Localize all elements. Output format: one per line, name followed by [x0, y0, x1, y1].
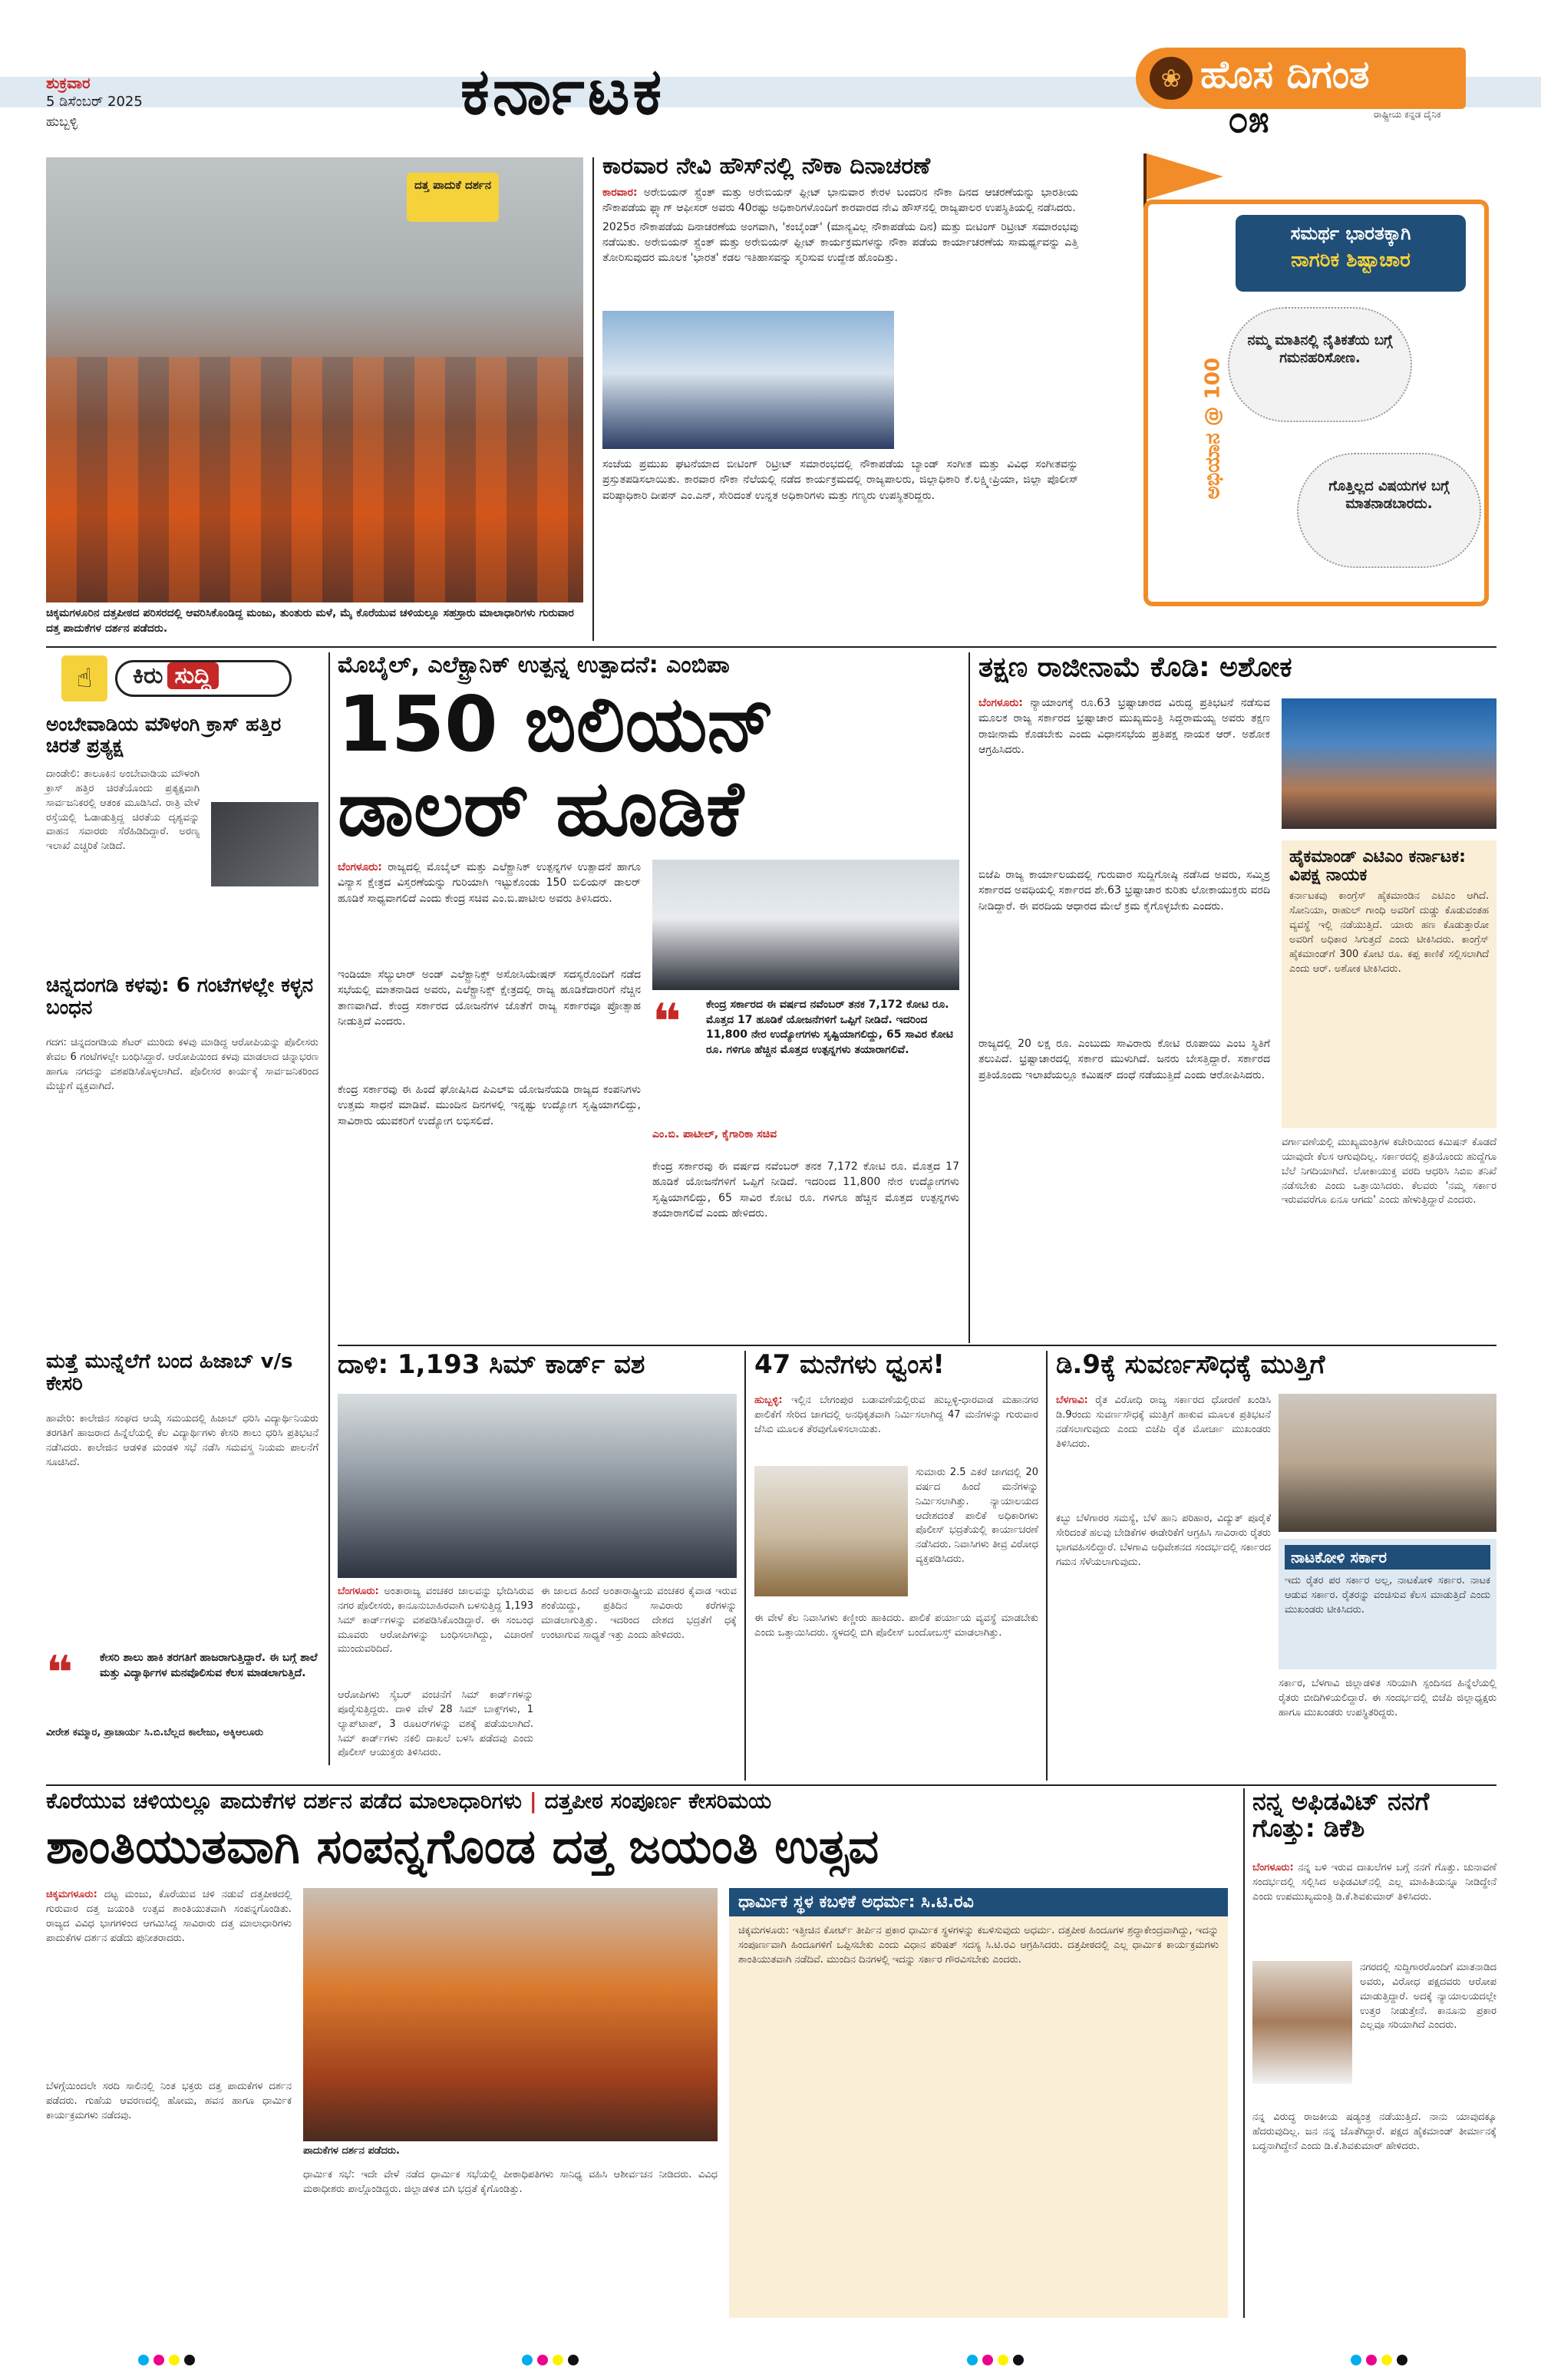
issue-day: ಶುಕ್ರವಾರ	[46, 74, 91, 92]
campaign-title-2: ನಾಗರಿಕ ಶಿಷ್ಟಾಚಾರ	[1291, 249, 1411, 272]
navy-para-2: 2025ರ ನೌಕಾಪಡೆಯ ದಿನಾಚರಣೆಯ ಅಂಗವಾಗಿ, 'ಕಂಬೈಂಡ್' (ಮಾನ್ಯವಿಲ್ಲ ನೌಕಾಪಡೆಯ ದಿನ) ಮತ್ತು ಬೀಟಿಂಗ್ ರಿಟ್ರೀಟ್ ಸಮಾರಂಭವು ನಡೆಯಿತು. ಅರೇಬಿಯನ್ ಸ್ಟ್ರೆಂತ್ ಮತ್ತು ಅರೇಬಿಯನ್ ಫ್ಲೀಟ್ ಕಾರ್ಯಕ್ರಮಗಳನ್ನು ನೌಕಾ ಪಡೆಯ ಕಾರ್ಯಾಚರಣೆಯ ಸಾಮರ್ಥ್ಯವನ್ನು ಎತ್ತಿ ತೋರಿಸುವುದರ ಮೂಲಕ 'ಭಾರತ' ಕಡಲ ಇತಿಹಾಸವನ್ನು ಸ್ಮರಿಸುವ ಉದ್ದೇಶ ಹೊಂದಿತ್ತು.	[602, 220, 1078, 265]
lead-story	[338, 652, 959, 1343]
dks-para-2: ನಗರದಲ್ಲಿ ಸುದ್ದಿಗಾರರೊಂದಿಗೆ ಮಾತನಾಡಿದ ಅವರು, ವಿರೋಧ ಪಕ್ಷದವರು ಆರೋಪ ಮಾಡುತ್ತಿದ್ದಾರೆ. ಅದಕ್ಕೆ ನ್ಯಾಯಾಲಯದಲ್ಲೇ ಉತ್ತರ ನೀಡುತ್ತೇನೆ. ಕಾನೂನು ಪ್ರಕಾರ ಎಲ್ಲವೂ ಸರಿಯಾಗಿದೆ ಎಂದರು.	[1360, 1962, 1496, 2032]
suvarna-box-text: ಇದು ರೈತರ ಪರ ಸರ್ಕಾರ ಅಲ್ಲ, ನಾಟಕೋಳಿ ಸರ್ಕಾರ. ನಾಟಕ ಆಡುವ ಸರ್ಕಾರ. ರೈತರನ್ನು ವಂಚಿಸುವ ಕೆಲಸ ಮಾಡುತ್ತಿದೆ ಎಂದು ಮುಖಂಡರು ಟೀಕಿಸಿದರು.	[1285, 1575, 1490, 1616]
resign-story	[978, 652, 1496, 1343]
horizontal-rule	[46, 1784, 1496, 1786]
datta-kicker	[46, 1788, 1236, 1814]
masthead	[0, 0, 1541, 146]
houses-para-3: ಈ ವೇಳೆ ಕೆಲ ನಿವಾಸಿಗಳು ಕಣ್ಣೀರು ಹಾಕಿದರು. ಪಾಲಿಕೆ ಪರ್ಯಾಯ ವ್ಯವಸ್ಥೆ ಮಾಡಬೇಕು ಎಂದು ಒತ್ತಾಯಿಸಿದರು. ಸ್ಥಳದಲ್ಲಿ ಬಿಗಿ ಪೊಲೀಸ್ ಬಂದೋಬಸ್ತ್ ಮಾಡಲಾಗಿತ್ತು.	[754, 1613, 1038, 1639]
column-rule	[592, 157, 594, 641]
hc-box	[1282, 840, 1496, 1128]
speech-bubble-2	[1297, 453, 1481, 568]
resign-photo	[1282, 698, 1496, 829]
column-rule	[744, 1351, 746, 1781]
navy-headline: ಕಾರವಾರ ನೇವಿ ಹೌಸ್‌ನಲ್ಲಿ ನೌಕಾ ದಿನಾಚರಣೆ	[602, 153, 931, 180]
kiru-para-2: ಗದಗ: ಚಿನ್ನದಂಗಡಿಯ ಶೆಟರ್ ಮುರಿದು ಕಳವು ಮಾಡಿದ್ದ ಆರೋಪಿಯನ್ನು ಪೊಲೀಸರು ಕೇವಲ 6 ಗಂಟೆಗಳಲ್ಲೇ ಬಂಧಿಸಿದ್ದಾರೆ. ಆರೋಪಿಯಿಂದ ಕಳವು ಮಾಡಲಾದ ಚಿನ್ನಾಭರಣ ಹಾಗೂ ನಗದನ್ನು ವಶಪಡಿಸಿಕೊಳ್ಳಲಾಗಿದೆ. ಪೊಲೀಸರ ಕಾರ್ಯಕ್ಕೆ ಸಾರ್ವಜನಿಕರಿಂದ ಮೆಚ್ಚುಗೆ ವ್ಯಕ್ತವಾಗಿದೆ.	[46, 1037, 318, 1092]
section-title	[460, 54, 783, 146]
lead-para-3: ಕೇಂದ್ರ ಸರ್ಕಾರವು ಈ ಹಿಂದೆ ಘೋಷಿಸಿದ ಪಿಎಲ್‌ಐ ಯೋಜನೆಯಡಿ ರಾಜ್ಯದ ಕಂಪನಿಗಳು ಉತ್ತಮ ಸಾಧನೆ ಮಾಡಿವೆ. ಮುಂದಿನ ದಿನಗಳಲ್ಲಿ ಇನ್ನಷ್ಟು ಉದ್ಯೋಗ ಸೃಷ್ಟಿಯಾಗಲಿದ್ದು, ಸಾವಿರಾರು ಯುವಕರಿಗೆ ಉದ್ಯೋಗ ಲಭಿಸಲಿದೆ.	[338, 1084, 641, 1127]
hc-para-1: ಕರ್ನಾಟಕವು ಕಾಂಗ್ರೆಸ್ ಹೈಕಮಾಂಡಿನ ಎಟಿಎಂ ಆಗಿದೆ. ಸೋನಿಯಾ, ರಾಹುಲ್ ಗಾಂಧಿ ಅವರಿಗೆ ದುಡ್ಡು ಕೊಡುವಂತಹ ವ್ಯವಸ್ಥೆ ಇಲ್ಲಿ ನಡೆಯುತ್ತಿದೆ. ಯಾರು ಹಣ ಕೊಡುತ್ತಾರೋ ಅವರಿಗೆ ಅಧಿಕಾರ ಸಿಗುತ್ತದೆ ಎಂದು ಟೀಕಿಸಿದರು. ಕಾಂಗ್ರೆಸ್ ಹೈಕಮಾಂಡ್‌ಗೆ 300 ಕೋಟಿ ರೂ. ಕಪ್ಪ ಕಾಣಿಕೆ ಸಲ್ಲಿಸಲಾಗಿದೆ ಎಂದು ಆರ್. ಅಶೋಕ ಟೀಕಿಸಿದರು.	[1289, 890, 1489, 975]
lead-headline-1: 150 ಬಿಲಿಯನ್	[338, 679, 775, 769]
suvarna-para-3: ಸರ್ಕಾರ, ಬೆಳಗಾವಿ ಜಿಲ್ಲಾಡಳಿತ ಸರಿಯಾಗಿ ಸ್ಪಂದಿಸದ ಹಿನ್ನೆಲೆಯಲ್ಲಿ ರೈತರು ಬೀದಿಗಿಳಿಯಲಿದ್ದಾರೆ. ಈ ಸಂದರ್ಭದಲ್ಲಿ ಬಿಜೆಪಿ ಜಿಲ್ಲಾಧ್ಯಕ್ಷರು ಹಾಗೂ ಮುಖಂಡರು ಉಪಸ್ಥಿತರಿದ್ದರು.	[1279, 1678, 1496, 1718]
suvarna-box-title: ನಾಟಕೋಳಿ ಸರ್ಕಾರ	[1285, 1545, 1490, 1570]
houses-photo	[754, 1466, 908, 1596]
lotus-emblem-icon: ❀	[1150, 57, 1193, 100]
campaign-panel	[1136, 153, 1496, 614]
kiru-logo-a: ಕಿರು	[133, 662, 163, 689]
quote-mark-icon: ❝	[46, 1646, 74, 1700]
lead-dateline: ಬೆಂಗಳೂರು:	[338, 861, 382, 873]
navy-para-1-text: ಅರೇಬಿಯನ್ ಸ್ಟ್ರೆಂತ್ ಮತ್ತು ಅರೇಬಿಯನ್ ಫ್ಲೀಟ್ ಭಾನುವಾರ ಕೇರಳ ಬಂದರಿನ ನೌಕಾ ದಿನದ ಆಚರಣೆಯನ್ನು ಭಾರತೀಯ ನೌಕಾಪಡೆಯ ಫ್ಲ್ಯಾಗ್ ಆಫೀಸರ್ ಅವರು 40ರಷ್ಟು ಅಧಿಕಾರಿಗಳೊಂದಿಗೆ ಕಾರವಾರದ ನೇವಿ ಹೌಸ್‌ನಲ್ಲಿ ರಾಜ್ಯಪಾಲರ ಉಪಸ್ಥಿತಿಯಲ್ಲಿ ನಡೆಸಿದರು.	[602, 187, 1078, 215]
lead-kicker: ಮೊಬೈಲ್, ಎಲೆಕ್ಟ್ರಾನಿಕ್ ಉತ್ಪನ್ನ ಉತ್ಪಾದನೆ: ಎಂಬಿಪಾ	[338, 652, 730, 678]
sim-photo	[338, 1394, 737, 1578]
dks-story	[1252, 1788, 1496, 2326]
navy-para-1	[602, 185, 1078, 216]
datta-para-2: ಬೆಳಗ್ಗೆಯಿಂದಲೇ ಸರದಿ ಸಾಲಿನಲ್ಲಿ ನಿಂತ ಭಕ್ತರು ದತ್ತ ಪಾದುಕೆಗಳ ದರ್ಶನ ಪಡೆದರು. ಗುಹೆಯ ಆವರಣದಲ್ಲಿ ಹೋಮ, ಹವನ ಹಾಗೂ ಧಾರ್ಮಿಕ ಕಾರ್ಯಕ್ರಮಗಳು ನಡೆದವು.	[46, 2081, 292, 2121]
section-name: ಕರ್ನಾಟಕ	[460, 54, 665, 129]
hc-headline: ಹೈಕಮಾಂಡ್ ಎಟಿಎಂ ಕರ್ನಾಟಕ: ವಿಪಕ್ಷ ನಾಯಕ	[1289, 847, 1466, 886]
dks-photo	[1252, 1961, 1352, 2084]
campaign-banner	[1236, 215, 1466, 292]
bubble-2-text: ಗೊತ್ತಿಲ್ಲದ ವಿಷಯಗಳ ಬಗ್ಗೆ ಮಾತನಾಡಬಾರದು.	[1328, 478, 1450, 513]
lead-photo	[652, 860, 959, 990]
kiru-headline-1: ಅಂಬೇವಾಡಿಯ ಮೌಳಂಗಿ ಕ್ರಾಸ್ ಹತ್ತಿರ ಚಿರತೆ ಪ್ರತ್ಯಕ್ಷ	[46, 713, 282, 757]
suvarna-box	[1279, 1539, 1496, 1669]
houses-story	[754, 1351, 1038, 1781]
registration-marks	[0, 2349, 1541, 2372]
navy-para-3: ಸಂಜೆಯ ಪ್ರಮುಖ ಘಟನೆಯಾದ ಬೀಟಿಂಗ್ ರಿಟ್ರೀಟ್ ಸಮಾರಂಭದಲ್ಲಿ ನೌಕಾಪಡೆಯ ಬ್ಯಾಂಡ್ ಸಂಗೀತ ಮತ್ತು ವಿವಿಧ ಸಂಗೀತವನ್ನು ಪ್ರಸ್ತುತಪಡಿಸಲಾಯಿತು. ಕಾರವಾರ ನೌಕಾ ನೆಲೆಯಲ್ಲಿ ನಡೆದ ಕಾರ್ಯಕ್ರಮದಲ್ಲಿ ರಾಜ್ಯಪಾಲರು, ಜಿಲ್ಲಾಧಿಕಾರಿ ಕೆ.ಲಕ್ಷ್ಮೀಪ್ರಿಯಾ, ಜಿಲ್ಲಾ ಪೊಲೀಸ್ ವರಿಷ್ಠಾಧಿಕಾರಿ ದೀಪನ್ ಎಂ.ಎನ್, ಸೇರಿದಂತೆ ಉನ್ನತ ಅಧಿಕಾರಿಗಳು ಮತ್ತು ಗಣ್ಯರು ಉಪಸ್ಥಿತರಿದ್ದರು.	[602, 458, 1078, 502]
datta-headline: ಶಾಂತಿಯುತವಾಗಿ ಸಂಪನ್ನಗೊಂಡ ದತ್ತ ಜಯಂತಿ ಉತ್ಸವ	[46, 1818, 879, 1874]
datta-para-3: ಧಾರ್ಮಿಕ ಸಭೆ: ಇದೇ ವೇಳೆ ನಡೆದ ಧಾರ್ಮಿಕ ಸಭೆಯಲ್ಲಿ ಪೀಠಾಧಿಪತಿಗಳು ಸಾನಿಧ್ಯ ವಹಿಸಿ ಆಶೀರ್ವಚನ ನೀಡಿದರು. ವಿವಿಧ ಮಠಾಧೀಶರು ಪಾಲ್ಗೊಂಡಿದ್ದರು. ಜಿಲ್ಲಾಡಳಿತ ಬಿಗಿ ಭದ್ರತೆ ಕೈಗೊಂಡಿತ್ತು.	[303, 2169, 718, 2195]
kiru-headline-2: ಚಿನ್ನದಂಗಡಿ ಕಳವು: 6 ಗಂಟೆಗಳಲ್ಲೇ ಕಳ್ಳನ ಬಂಧನ	[46, 974, 314, 1019]
sim-para-1	[338, 1585, 533, 1657]
speech-bubble-1	[1228, 307, 1412, 422]
datta-kicker-b: ದತ್ತಪೀಠ ಸಂಪೂರ್ಣ ಕೇಸರಿಮಯ	[544, 1788, 772, 1814]
datta-para-1	[46, 1888, 292, 1946]
issue-date: 5 ಡಿಸೆಂಬರ್ 2025	[46, 94, 143, 110]
paper-logo	[1136, 48, 1466, 109]
datta-caption: ಪಾದುಕೆಗಳ ದರ್ಶನ ಪಡೆದರು.	[303, 2145, 400, 2157]
datta-story	[46, 1788, 1236, 2326]
sim-para-1-text: ಅಂತಾರಾಜ್ಯ ವಂಚಕರ ಜಾಲವನ್ನು ಭೇದಿಸಿರುವ ನಗರ ಪೊಲೀಸರು, ಕಾನೂನುಬಾಹಿರವಾಗಿ ಬಳಸುತ್ತಿದ್ದ 1,193 ಸಿಮ್ ಕಾರ್ಡ್‌ಗಳನ್ನು ವಶಪಡಿಸಿಕೊಂಡಿದ್ದಾರೆ. ಈ ಸಂಬಂಧ ಮೂವರು ಆರೋಪಿಗಳನ್ನು ಬಂಧಿಸಲಾಗಿದ್ದು, ವಿಚಾರಣೆ ಮುಂದುವರಿದಿದೆ.	[338, 1586, 533, 1655]
suvarna-para-2: ಕಬ್ಬು ಬೆಳೆಗಾರರ ಸಮಸ್ಯೆ, ಬೆಳೆ ಹಾನಿ ಪರಿಹಾರ, ವಿದ್ಯುತ್ ಪೂರೈಕೆ ಸೇರಿದಂತೆ ಹಲವು ಬೇಡಿಕೆಗಳ ಈಡೇರಿಕೆಗೆ ಆಗ್ರಹಿಸಿ ಸಾವಿರಾರು ರೈತರು ಭಾಗವಹಿಸಲಿದ್ದಾರೆ. ಬೆಳಗಾವಿ ಅಧಿವೇಶನದ ಸಂದರ್ಭದಲ್ಲಿ ಸರ್ಕಾರದ ಗಮನ ಸೆಳೆಯಲಾಗುವುದು.	[1056, 1513, 1271, 1568]
suvarna-story	[1056, 1351, 1496, 1781]
resign-headline: ತಕ್ಷಣ ರಾಜೀನಾಮೆ ಕೊಡಿ: ಅಶೋಕ	[978, 652, 1292, 683]
datta-photo	[303, 1888, 718, 2141]
lead-quote: ಕೇಂದ್ರ ಸರ್ಕಾರದ ಈ ವರ್ಷದ ನವೆಂಬರ್ ತನಕ 7,172 ಕೋಟಿ ರೂ. ಮೊತ್ತದ 17 ಹೂಡಿಕೆ ಯೋಜನೆಗಳಿಗೆ ಒಪ್ಪಿಗೆ ನೀಡಿದೆ. ಇದರಿಂದ 11,800 ನೇರ ಉದ್ಯೋಗಗಳು ಸೃಷ್ಟಿಯಾಗಲಿದ್ದು, 65 ಸಾವಿರ ಕೋಟಿ ರೂ. ಗಳಿಗೂ ಹೆಚ್ಚಿನ ಮೊತ್ತದ ಉತ್ಪನ್ನಗಳು ತಯಾರಾಗಲಿವೆ.	[706, 999, 953, 1056]
ct-ravi-box-text: ಚಿಕ್ಕಮಗಳೂರು: ಇತ್ತೀಚಿನ ಕೋರ್ಟ್ ತೀರ್ಪಿನ ಪ್ರಕಾರ ಧಾರ್ಮಿಕ ಸ್ಥಳಗಳನ್ನು ಕಬಳಿಸುವುದು ಅಧರ್ಮ. ದತ್ತಪೀಠ ಹಿಂದೂಗಳ ಶ್ರದ್ಧಾಕೇಂದ್ರವಾಗಿದ್ದು, ಇದನ್ನು ಸಂಪೂರ್ಣವಾಗಿ ಹಿಂದೂಗಳಿಗೆ ಒಪ್ಪಿಸಬೇಕು ಎಂದು ವಿಧಾನ ಪರಿಷತ್ ಸದಸ್ಯ ಸಿ.ಟಿ.ರವಿ ಆಗ್ರಹಿಸಿದರು. ದತ್ತಪೀಠದಲ್ಲಿ ಎಲ್ಲ ಧಾರ್ಮಿಕ ಕಾರ್ಯಕ್ರಮಗಳು ಶಾಂತಿಯುತವಾಗಿ ನಡೆದಿವೆ. ಮುಂದಿನ ದಿನಗಳಲ್ಲಿ ಇದನ್ನು ಸರ್ಕಾರ ಗೌರವಿಸಬೇಕು ಎಂದರು.	[738, 1925, 1219, 1966]
dks-para-3: ನನ್ನ ವಿರುದ್ಧ ರಾಜಕೀಯ ಷಡ್ಯಂತ್ರ ನಡೆಯುತ್ತಿದೆ. ನಾನು ಯಾವುದಕ್ಕೂ ಹೆದರುವುದಿಲ್ಲ. ಜನ ನನ್ನ ಜೊತೆಗಿದ್ದಾರೆ. ಪಕ್ಷದ ಹೈಕಮಾಂಡ್ ತೀರ್ಮಾನಕ್ಕೆ ಬದ್ಧನಾಗಿದ್ದೇನೆ ಎಂದು ಡಿ.ಕೆ.ಶಿವಕುಮಾರ್ ಹೇಳಿದರು.	[1252, 2111, 1496, 2152]
kiru-column	[46, 652, 318, 1773]
kiru-logo-box	[115, 660, 292, 697]
navy-story	[602, 153, 1078, 645]
kiru-logo	[61, 652, 299, 706]
sim-para-2: ಆರೋಪಿಗಳು ಸೈಬರ್ ವಂಚನೆಗೆ ಸಿಮ್ ಕಾರ್ಡ್‌ಗಳನ್ನು ಪೂರೈಸುತ್ತಿದ್ದರು. ದಾಳಿ ವೇಳೆ 28 ಸಿಮ್ ಬಾಕ್ಸ್‌ಗಳು, 1 ಲ್ಯಾಪ್‌ಟಾಪ್, 3 ರೂಟರ್‌ಗಳನ್ನು ವಶಕ್ಕೆ ಪಡೆಯಲಾಗಿದೆ. ಸಿಮ್ ಕಾರ್ಡ್‌ಗಳು ನಕಲಿ ದಾಖಲೆ ಬಳಸಿ ಪಡೆದವು ಎಂದು ಪೊಲೀಸ್ ಆಯುಕ್ತರು ತಿಳಿಸಿದರು.	[338, 1689, 533, 1759]
photo-crowd-overlay	[46, 357, 583, 602]
suvarna-dateline: ಬೆಳಗಾವಿ:	[1056, 1395, 1088, 1406]
hc-para-2: ವರ್ಗಾವಣೆಯಲ್ಲಿ ಮುಖ್ಯಮಂತ್ರಿಗಳ ಕಚೇರಿಯಿಂದ ಕಮಿಷನ್ ಕೊಡದೆ ಯಾವುದೇ ಕೆಲಸ ಆಗುವುದಿಲ್ಲ. ಸರ್ಕಾರದಲ್ಲಿ ಪ್ರತಿಯೊಂದು ಹುದ್ದೆಗೂ ಬೆಲೆ ನಿಗದಿಯಾಗಿದೆ. ಲೋಕಾಯುಕ್ತ ವರದಿ ಆಧರಿಸಿ ಸಿಬಿಐ ತನಿಖೆ ನಡೆಸಬೇಕು ಎಂದು ಒತ್ತಾಯಿಸಿದರು. ಕೆಲವರು 'ನಮ್ಮ ಸರ್ಕಾರ ಇರುವವರೆಗೂ ಏನೂ ಆಗದು' ಎಂದು ಹೇಳುತ್ತಿದ್ದಾರೆ ಎಂದರು.	[1282, 1137, 1496, 1207]
navy-photo	[602, 311, 894, 449]
ct-ravi-box-title: ಧಾರ್ಮಿಕ ಸ್ಥಳ ಕಬಳಿಕೆ ಅಧರ್ಮ: ಸಿ.ಟಿ.ರವಿ	[729, 1888, 1228, 1916]
lead-quote-by: ಎಂ.ಬಿ. ಪಾಟೀಲ್, ಕೈಗಾರಿಕಾ ಸಚಿವ	[652, 1128, 777, 1140]
column-rule	[328, 652, 330, 1765]
dks-headline: ನನ್ನ ಅಫಿಡವಿಟ್ ನನಗೆ ಗೊತ್ತು: ಡಿಕೆಶಿ	[1252, 1787, 1430, 1844]
bubble-1-text: ನಮ್ಮ ಮಾತಿನಲ್ಲಿ ನೈತಿಕತೆಯ ಬಗ್ಗೆ ಗಮನಹರಿಸೋಣ.	[1247, 332, 1393, 367]
lead-para-4: ಕೇಂದ್ರ ಸರ್ಕಾರವು ಈ ವರ್ಷದ ನವೆಂಬರ್ ತನಕ 7,172 ಕೋಟಿ ರೂ. ಮೊತ್ತದ 17 ಹೂಡಿಕೆ ಯೋಜನೆಗಳಿಗೆ ಒಪ್ಪಿಗೆ ನೀಡಿದೆ. ಇದರಿಂದ 11,800 ನೇರ ಉದ್ಯೋಗಗಳು ಸೃಷ್ಟಿಯಾಗಲಿದ್ದು, 65 ಸಾವಿರ ಕೋಟಿ ರೂ. ಗಳಿಗೂ ಹೆಚ್ಚಿನ ಮೊತ್ತದ ಉತ್ಪನ್ನಗಳು ತಯಾರಾಗಲಿವೆ ಎಂದು ಹೇಳಿದರು.	[652, 1160, 959, 1220]
houses-para-1	[754, 1394, 1038, 1438]
paper-name: ಹೊಸ ದಿಗಂತ	[1200, 52, 1370, 97]
datta-para-1-text: ದಟ್ಟ ಮಂಜು, ಕೊರೆಯುವ ಚಳಿ ನಡುವೆ ದತ್ತಪೀಠದಲ್ಲಿ ಗುರುವಾರ ದತ್ತ ಜಯಂತಿ ಉತ್ಸವ ಶಾಂತಿಯುತವಾಗಿ ಸಂಪನ್ನಗೊಂಡಿತು. ರಾಜ್ಯದ ವಿವಿಧ ಭಾಗಗಳಿಂದ ಆಗಮಿಸಿದ್ದ ಸಾವಿರಾರು ದತ್ತ ಮಾಲಾಧಾರಿಗಳು ಪಾದುಕೆಗಳ ದರ್ಶನ ಪಡೆದು ಪುನೀತರಾದರು.	[46, 1889, 292, 1944]
dattapeetha-caption: ಚಿಕ್ಕಮಗಳೂರಿನ ದತ್ತಪೀಠದ ಪರಿಸರದಲ್ಲಿ ಆವರಿಸಿಕೊಂಡಿದ್ದ ಮಂಜು, ತುಂತುರು ಮಳೆ, ಮೈ ಕೊರೆಯುವ ಚಳಿಯಲ್ಲೂ ಸಹಸ್ರಾರು ಮಾಲಾಧಾರಿಗಳು ಗುರುವಾರ ದತ್ತ ಪಾದುಕೆಗಳ ದರ್ಶನ ಪಡೆದರು.	[46, 607, 574, 635]
resign-para-1	[978, 695, 1270, 758]
suvarna-para-1	[1056, 1394, 1271, 1451]
kiru-para-1: ದಾಂಡೇಲಿ: ತಾಲೂಕಿನ ಅಂಬೇವಾಡಿಯ ಮೌಳಂಗಿ ಕ್ರಾಸ್ ಹತ್ತಿರ ಚಿರತೆಯೊಂದು ಪ್ರತ್ಯಕ್ಷವಾಗಿ ಸಾರ್ವಜನಿಕರಲ್ಲಿ ಆತಂಕ ಮೂಡಿಸಿದೆ. ರಾತ್ರಿ ವೇಳೆ ರಸ್ತೆಯಲ್ಲಿ ಓಡಾಡುತ್ತಿದ್ದ ಚಿರತೆಯ ದೃಶ್ಯವನ್ನು ವಾಹನ ಸವಾರರು ಸೆರೆಹಿಡಿದಿದ್ದಾರೆ. ಅರಣ್ಯ ಇಲಾಖೆ ಎಚ್ಚರಿಕೆ ನೀಡಿದೆ.	[46, 768, 200, 853]
dks-para-1	[1252, 1861, 1496, 1905]
photo-tag-text: ದತ್ತ ಪಾದುಕೆ ದರ್ಶನ	[414, 178, 492, 192]
dks-para-1-text: ನನ್ನ ಬಳಿ ಇರುವ ದಾಖಲೆಗಳ ಬಗ್ಗೆ ನನಗೆ ಗೊತ್ತು. ಚುನಾವಣೆ ಸಂದರ್ಭದಲ್ಲಿ ಸಲ್ಲಿಸಿದ ಅಫಿಡವಿಟ್‌ನಲ್ಲಿ ಎಲ್ಲ ಮಾಹಿತಿಯನ್ನೂ ನೀಡಿದ್ದೇನೆ ಎಂದು ಉಪಮುಖ್ಯಮಂತ್ರಿ ಡಿ.ಕೆ.ಶಿವಕುಮಾರ್ ತಿಳಿಸಿದರು.	[1252, 1862, 1496, 1903]
sim-headline: ದಾಳಿ: 1,193 ಸಿಮ್ ಕಾರ್ಡ್ ವಶ	[338, 1349, 645, 1380]
sim-dateline: ಬೆಂಗಳೂರು:	[338, 1586, 379, 1597]
campaign-side-label: ಅಭಿಯಾನ @ 100	[1201, 358, 1225, 500]
edition-city: ಹುಬ್ಬಳ್ಳಿ	[46, 114, 78, 130]
lead-para-1	[338, 860, 641, 906]
kiru-para-3: ಹಾವೇರಿ: ಕಾಲೇಜಿನ ಸಂಘದ ಆಯ್ಕೆ ಸಮಯದಲ್ಲಿ ಹಿಜಾಬ್ ಧರಿಸಿ ವಿದ್ಯಾರ್ಥಿನಿಯರು ತರಗತಿಗೆ ಹಾಜರಾದ ಹಿನ್ನೆಲೆಯಲ್ಲಿ ಕೆಲ ವಿದ್ಯಾರ್ಥಿಗಳು ಕೇಸರಿ ಶಾಲು ಧರಿಸಿ ಪ್ರತಿಭಟನೆ ನಡೆಸಿದರು. ಕಾಲೇಜಿನ ಆಡಳಿತ ಮಂಡಳಿ ಸಭೆ ನಡೆಸಿ ಸಮವಸ್ತ್ರ ನಿಯಮ ಪಾಲನೆಗೆ ಸೂಚಿಸಿದೆ.	[46, 1413, 318, 1468]
houses-para-1-text: ಇಲ್ಲಿನ ಬೇಗಂಪುರ ಬಡಾವಣೆಯಲ್ಲಿರುವ ಹುಬ್ಬಳ್ಳಿ-ಧಾರವಾಡ ಮಹಾನಗರ ಪಾಲಿಕೆಗೆ ಸೇರಿದ ಜಾಗದಲ್ಲಿ ಅನಧಿಕೃತವಾಗಿ ನಿರ್ಮಿಸಲಾಗಿದ್ದ 47 ಮನೆಗಳನ್ನು ಗುರುವಾರ ಜೆಸಿಬಿ ಮೂಲಕ ತೆರವುಗೊಳಿಸಲಾಯಿತು.	[754, 1395, 1038, 1435]
column-rule	[968, 652, 970, 1343]
resign-para-1-text: ನ್ಯಾಯಾಂಗಕ್ಕೆ ರೂ.63 ಭ್ರಷ್ಟಾಚಾರದ ವಿರುದ್ಧ ಪ್ರತಿಭಟನೆ ನಡೆಸುವ ಮೂಲಕ ರಾಜ್ಯ ಸರ್ಕಾರದ ಭ್ರಷ್ಟಾಚಾರ ಮುಖ್ಯಮಂತ್ರಿ ಸಿದ್ದರಾಮಯ್ಯ ಅವರು ತಕ್ಷಣ ರಾಜೀನಾಮೆ ಕೊಡಬೇಕು ಎಂದು ವಿಧಾನಸಭೆಯ ಪ್ರತಿಪಕ್ಷ ನಾಯಕ ಆರ್. ಅಶೋಕ ಆಗ್ರಹಿಸಿದರು.	[978, 697, 1270, 756]
column-rule	[1243, 1788, 1245, 2318]
suvarna-headline: ಡಿ.9ಕ್ಕೆ ಸುವರ್ಣಸೌಧಕ್ಕೆ ಮುತ್ತಿಗೆ	[1056, 1349, 1325, 1380]
resign-para-2: ಬಿಜೆಪಿ ರಾಜ್ಯ ಕಾರ್ಯಾಲಯದಲ್ಲಿ ಗುರುವಾರ ಸುದ್ದಿಗೋಷ್ಠಿ ನಡೆಸಿದ ಅವರು, ಸಮ್ಮಿಶ್ರ ಸರ್ಕಾರದ ಅವಧಿಯಲ್ಲಿ ಸರ್ಕಾರದ ಶೇ.63 ಭ್ರಷ್ಟಾಚಾರ ಕುರಿತು ಲೋಕಾಯುಕ್ತರು ವರದಿ ನೀಡಿದ್ದಾರೆ. ಈ ವರದಿಯ ಆಧಾರದ ಮೇಲೆ ಕ್ರಮ ಕೈಗೊಳ್ಳಬೇಕು ಎಂದರು.	[978, 869, 1270, 913]
lead-para-1-text: ರಾಜ್ಯದಲ್ಲಿ ಮೊಬೈಲ್ ಮತ್ತು ಎಲೆಕ್ಟ್ರಾನಿಕ್ ಉತ್ಪನ್ನಗಳ ಉತ್ಪಾದನೆ ಹಾಗೂ ವಿನ್ಯಾಸ ಕ್ಷೇತ್ರದ ವಿಸ್ತರಣೆಯನ್ನು ಗುರಿಯಾಗಿ ಇಟ್ಟುಕೊಂಡು 150 ಬಿಲಿಯನ್ ಡಾಲರ್ ಹೂಡಿಕೆ ಸಾಧ್ಯವಾಗಲಿದೆ ಎಂದು ಕೇಂದ್ರ ಸಚಿವ ಎಂ.ಬಿ.ಪಾಟೀಲ ಅವರು ತಿಳಿಸಿದರು.	[338, 861, 641, 905]
photo-tag	[407, 173, 499, 222]
sim-para-3: ಈ ಜಾಲದ ಹಿಂದೆ ಅಂತಾರಾಷ್ಟ್ರೀಯ ವಂಚಕರ ಕೈವಾಡ ಇರುವ ಶಂಕೆಯಿದ್ದು, ಪ್ರತಿದಿನ ಸಾವಿರಾರು ಕರೆಗಳನ್ನು ಮಾಡಲಾಗುತ್ತಿತ್ತು. ಇದರಿಂದ ದೇಶದ ಭದ್ರತೆಗೆ ಧಕ್ಕೆ ಉಂಟಾಗುವ ಸಾಧ್ಯತೆ ಇತ್ತು ಎಂದು ಹೇಳಿದರು.	[541, 1586, 737, 1641]
kiru-logo-b: ಸುದ್ದಿ	[167, 662, 219, 689]
dks-dateline: ಬೆಂಗಳೂರು:	[1252, 1862, 1294, 1873]
houses-para-2: ಸುಮಾರು 2.5 ಎಕರೆ ಜಾಗದಲ್ಲಿ 20 ವರ್ಷದ ಹಿಂದೆ ಮನೆಗಳನ್ನು ನಿರ್ಮಿಸಲಾಗಿತ್ತು. ನ್ಯಾಯಾಲಯದ ಆದೇಶದಂತೆ ಪಾಲಿಕೆ ಅಧಿಕಾರಿಗಳು ಪೊಲೀಸ್ ಭದ್ರತೆಯಲ್ಲಿ ಕಾರ್ಯಾಚರಣೆ ನಡೆಸಿದರು. ನಿವಾಸಿಗಳು ತೀವ್ರ ವಿರೋಧ ವ್ಯಕ್ತಪಡಿಸಿದರು.	[916, 1467, 1038, 1566]
horizontal-rule	[46, 646, 1496, 648]
kiru-headline-3: ಮತ್ತೆ ಮುನ್ನೆಲೆಗೆ ಬಂದ ಹಿಜಾಬ್ v/s ಕೇಸರಿ	[46, 1350, 293, 1395]
kicker-divider: |	[529, 1788, 545, 1814]
suvarna-para-1-text: ರೈತ ವಿರೋಧಿ ರಾಜ್ಯ ಸರ್ಕಾರದ ಧೋರಣೆ ಖಂಡಿಸಿ ಡಿ.9ರಂದು ಸುವರ್ಣಸೌಧಕ್ಕೆ ಮುತ್ತಿಗೆ ಹಾಕುವ ಮೂಲಕ ಪ್ರತಿಭಟನೆ ನಡೆಸಲಾಗುವುದು ಎಂದು ಬಿಜೆಪಿ ರೈತ ಮೋರ್ಚಾ ಮುಖಂಡರು ತಿಳಿಸಿದರು.	[1056, 1395, 1271, 1450]
datta-dateline: ಚಿಕ್ಕಮಗಳೂರು:	[46, 1889, 97, 1900]
suvarna-photo	[1279, 1394, 1496, 1532]
datta-kicker-a: ಕೊರೆಯುವ ಚಳಿಯಲ್ಲೂ ಪಾದುಕೆಗಳ ದರ್ಶನ ಪಡೆದ ಮಾಲಾಧಾರಿಗಳು	[46, 1788, 522, 1814]
kiru-quote: ಕೇಸರಿ ಶಾಲು ಹಾಕಿ ತರಗತಿಗೆ ಹಾಜರಾಗುತ್ತಿದ್ದಾರೆ. ಈ ಬಗ್ಗೆ ಶಾಲೆ ಮತ್ತು ವಿದ್ಯಾರ್ಥಿಗಳ ಮನವೊಲಿಸುವ ಕೆಲಸ ಮಾಡಲಾಗುತ್ತಿದೆ.	[100, 1652, 318, 1680]
lead-para-2: ಇಂಡಿಯಾ ಸೆಲ್ಯುಲಾರ್ ಅಂಡ್ ಎಲೆಕ್ಟ್ರಾನಿಕ್ಸ್ ಅಸೋಸಿಯೇಷನ್ ಸದಸ್ಯರೊಂದಿಗೆ ನಡೆದ ಸಭೆಯಲ್ಲಿ ಮಾತನಾಡಿದ ಅವರು, ಎಲೆಕ್ಟ್ರಾನಿಕ್ಸ್ ಕ್ಷೇತ್ರದಲ್ಲಿ ರಾಜ್ಯ ಹೂಡಿಕೆದಾರರಿಗೆ ನೆಚ್ಚಿನ ತಾಣವಾಗಿದೆ. ಕೇಂದ್ರ ಸರ್ಕಾರದ ಯೋಜನೆಗಳ ಜೊತೆಗೆ ರಾಜ್ಯ ಸರ್ಕಾರವೂ ಪ್ರೋತ್ಸಾಹ ನೀಡುತ್ತಿದೆ ಎಂದರು.	[338, 969, 641, 1028]
dattapeetha-photo	[46, 157, 583, 602]
lead-headline-2: ಡಾಲರ್ ಹೂಡಿಕೆ	[338, 764, 744, 853]
column-rule	[1046, 1351, 1048, 1781]
paper-tagline: ರಾಷ್ಟ್ರೀಯ ಕನ್ನಡ ದೈನಿಕ	[1374, 109, 1441, 120]
resign-dateline: ಬೆಂಗಳೂರು:	[978, 697, 1023, 709]
houses-dateline: ಹುಬ್ಬಳ್ಳಿ:	[754, 1395, 783, 1406]
ct-ravi-box	[729, 1888, 1228, 2318]
campaign-title-1: ಸಮರ್ಥ ಭಾರತಕ್ಕಾಗಿ	[1290, 223, 1411, 244]
navy-dateline: ಕಾರವಾರ:	[602, 187, 638, 199]
hand-point-icon: ☝	[61, 655, 107, 701]
horizontal-rule	[338, 1345, 1496, 1346]
date-block	[46, 74, 200, 143]
page-number: ೦೫	[1228, 98, 1269, 141]
leopard-photo	[211, 802, 318, 886]
sim-story	[338, 1351, 737, 1781]
kiru-quote-by: ವೀರೇಶ ಕಮ್ಮಾರ, ಪ್ರಾಚಾರ್ಯ ಸಿ.ಬಿ.ಬೆಲ್ಲದ ಕಾಲೇಜು, ಅಕ್ಕಿಆಲೂರು	[46, 1727, 264, 1738]
lead-quote-mark-icon: ❝	[652, 994, 681, 1051]
houses-headline: 47 ಮನೆಗಳು ಧ್ವಂಸ!	[754, 1349, 945, 1380]
resign-para-3: ರಾಜ್ಯದಲ್ಲಿ 20 ಲಕ್ಷ ರೂ. ಎಂಬುದು ಸಾವಿರಾರು ಕೋಟಿ ರೂಪಾಯಿ ಎಂಬ ಸ್ಥಿತಿಗೆ ತಲುಪಿದೆ. ಭ್ರಷ್ಟಾಚಾರದಲ್ಲಿ ಸರ್ಕಾರ ಮುಳುಗಿದೆ. ಜನರು ಬೇಸತ್ತಿದ್ದಾರೆ. ಸರ್ಕಾರದ ಪ್ರತಿಯೊಂದು ಇಲಾಖೆಯಲ್ಲೂ ಕಮಿಷನ್ ದಂಧೆ ನಡೆಯುತ್ತಿದೆ ಎಂದು ಆರೋಪಿಸಿದರು.	[978, 1038, 1270, 1081]
